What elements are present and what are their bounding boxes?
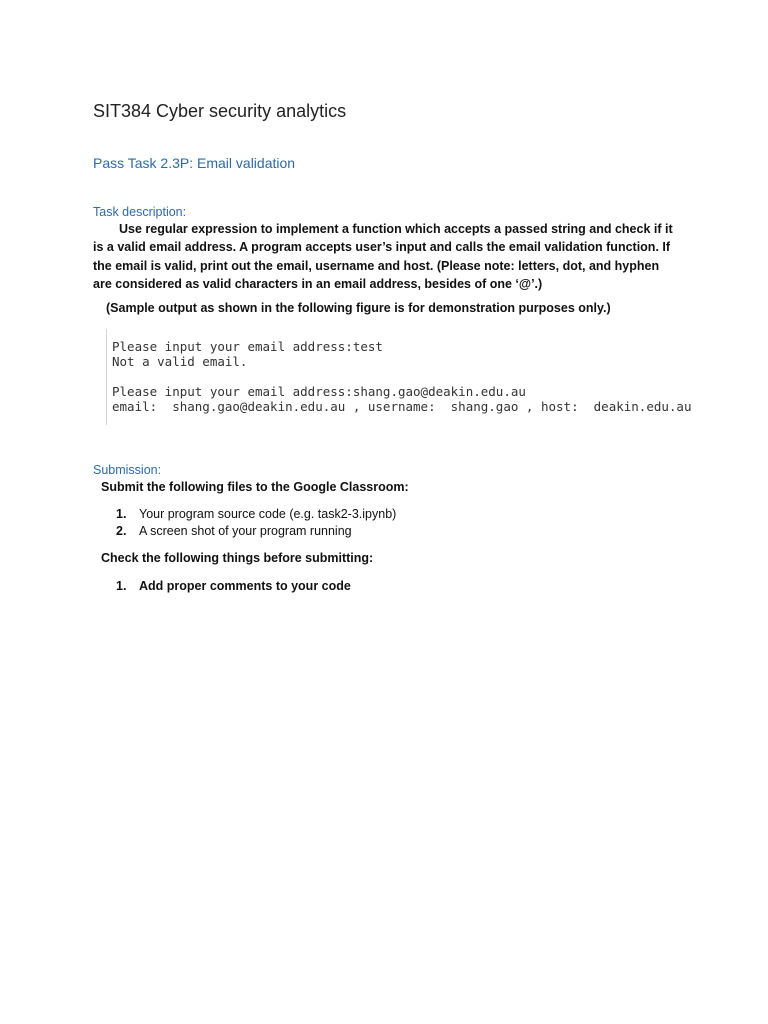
terminal-line: Not a valid email. [112, 354, 248, 369]
list-number: 2. [116, 524, 127, 538]
task-description-text: Use regular expression to implement a function which accepts a passed string and check if it is a valid email address. A program accepts user’s input and calls the email validation function. If the email is valid, print out the email, username and host. (Please note: letters, dot, and hyphen are considered as valid characters in an email address, besides of one ‘@’.) [93, 222, 673, 291]
list-number: 1. [116, 579, 127, 593]
submit-intro: Submit the following files to the Google Classroom: [101, 480, 409, 494]
sample-output-note: (Sample output as shown in the following figure is for demonstration purposes only.) [106, 301, 611, 315]
list-item [116, 579, 351, 593]
list-item-text: A screen shot of your program running [139, 524, 352, 538]
terminal-line: Please input your email address:test [112, 339, 383, 354]
list-number: 1. [116, 507, 127, 521]
task-description-heading: Task description: [93, 205, 187, 219]
page-subtitle: Pass Task 2.3P: Email validation [93, 155, 296, 171]
list-item-text: Your program source code (e.g. task2-3.ipynb) [139, 507, 397, 521]
page-title: SIT384 Cyber security analytics [93, 101, 347, 121]
list-item [116, 507, 396, 521]
list-item [116, 524, 352, 538]
sample-output-figure [106, 329, 692, 425]
terminal-line: Please input your email address:shang.gao@deakin.edu.au [112, 384, 526, 399]
terminal-line: email: shang.gao@deakin.edu.au , username: shang.gao , host: deakin.edu.au [112, 399, 692, 414]
check-intro: Check the following things before submitting: [101, 551, 374, 565]
list-item-text: Add proper comments to your code [139, 579, 351, 593]
submission-heading: Submission: [93, 463, 162, 477]
